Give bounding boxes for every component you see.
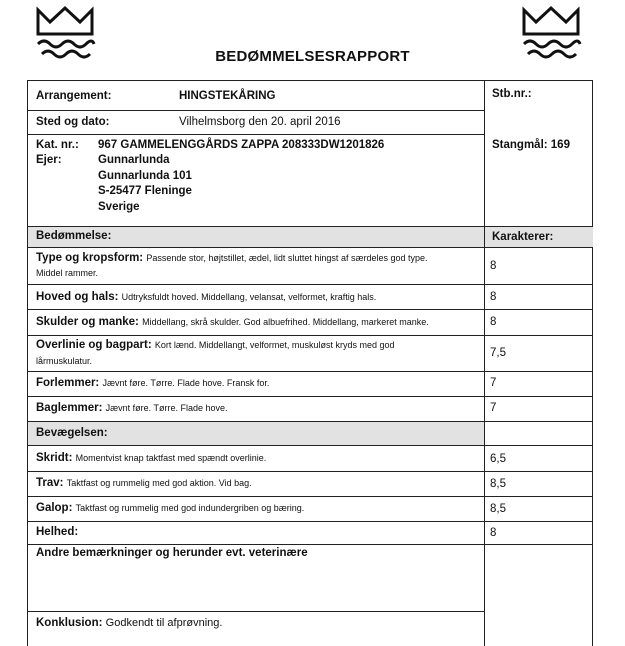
konklusion-row xyxy=(36,617,222,629)
criterion-row xyxy=(36,252,428,264)
movement-label: Skridt: xyxy=(36,452,73,464)
section-karakterer: Karakterer: xyxy=(492,231,554,243)
criterion-desc: Jævnt føre. Tørre. Flade hove. Fransk for. xyxy=(102,378,270,388)
criterion-label: Overlinie og bagpart: xyxy=(36,339,152,351)
movement-row xyxy=(36,452,266,464)
kat-label: Kat. nr.: xyxy=(36,139,79,151)
report-table xyxy=(27,80,593,646)
arrangement-label: Arrangement: xyxy=(36,90,112,102)
sted-label: Sted og dato: xyxy=(36,116,110,128)
movement-label: Galop: xyxy=(36,502,73,514)
ejer-line-1: Gunnarlunda xyxy=(98,154,170,166)
remarks-label: Andre bemærkninger og herunder evt. veterinære xyxy=(36,547,308,559)
criterion-desc-cont: lårmuskulatur. xyxy=(36,356,93,366)
report-title: BEDØMMELSESRAPPORT xyxy=(215,48,410,65)
criterion-row xyxy=(36,339,394,351)
movement-grade: 8,5 xyxy=(490,478,506,490)
stangmaal: Stangmål: 169 xyxy=(492,139,570,151)
criterion-desc: Udtryksfuldt hoved. Middellang, velansat, velformet, kraftig hals. xyxy=(121,292,377,302)
konklusion-label: Konklusion: xyxy=(36,617,103,629)
criterion-row xyxy=(36,291,376,303)
ejer-line-4: Sverige xyxy=(98,201,140,213)
ejer-line-2: Gunnarlunda 101 xyxy=(98,170,192,182)
criterion-grade: 8 xyxy=(490,316,497,328)
criterion-desc: Jævnt føre. Tørre. Flade hove. xyxy=(105,403,228,413)
criterion-grade: 7 xyxy=(490,377,497,389)
criterion-label: Type og kropsform: xyxy=(36,252,144,264)
criterion-row xyxy=(36,316,429,328)
kat-value: 967 GAMMELENGGÅRDS ZAPPA 208333DW1201826 xyxy=(98,139,385,151)
criterion-row xyxy=(36,377,269,389)
criterion-row xyxy=(36,402,228,414)
ejer-label: Ejer: xyxy=(36,154,62,166)
konklusion-value: Godkendt til afprøvning. xyxy=(105,617,223,629)
criterion-desc: Passende stor, højtstillet, ædel, lidt sluttet hingst af særdeles god type. xyxy=(146,253,428,263)
movement-desc: Taktfast og rummelig med god aktion. Vid bag. xyxy=(66,478,252,488)
ejer-line-3: S-25477 Fleninge xyxy=(98,185,192,197)
movement-row xyxy=(36,477,252,489)
column-divider xyxy=(484,81,485,646)
movement-grade: 6,5 xyxy=(490,453,506,465)
criterion-desc: Middellang, skrå skulder. God albuefrihed. Middellang, markeret manke. xyxy=(142,317,429,327)
movement-label: Trav: xyxy=(36,477,64,489)
movement-grade: 8,5 xyxy=(490,503,506,515)
helhed-grade: 8 xyxy=(490,527,497,539)
criterion-desc-cont: Middel rammer. xyxy=(36,268,99,278)
sted-value: Vilhelmsborg den 20. april 2016 xyxy=(179,116,341,128)
criterion-label: Skulder og manke: xyxy=(36,316,139,328)
helhed-label: Helhed: xyxy=(36,526,79,538)
criterion-label: Baglemmer: xyxy=(36,402,103,414)
section-bedommelse: Bedømmelse: xyxy=(36,230,112,242)
arrangement-value: HINGSTEKÅRING xyxy=(179,90,276,102)
criterion-grade: 8 xyxy=(490,291,497,303)
criterion-label: Forlemmer: xyxy=(36,377,100,389)
movement-desc: Taktfast og rummelig med god indundergriben og bæring. xyxy=(75,503,305,513)
criterion-label: Hoved og hals: xyxy=(36,291,119,303)
movement-desc: Momentvist knap taktfast med spændt overlinie. xyxy=(75,453,267,463)
stbnr-label: Stb.nr.: xyxy=(492,88,532,100)
movement-row xyxy=(36,502,304,514)
criterion-grade: 8 xyxy=(490,260,497,272)
criterion-grade: 7 xyxy=(490,402,497,414)
criterion-desc: Kort lænd. Middellangt, velformet, muskuløst kryds med god xyxy=(154,340,395,350)
criterion-grade: 7,5 xyxy=(490,347,506,359)
section-bevaegelsen: Bevægelsen: xyxy=(36,427,108,439)
